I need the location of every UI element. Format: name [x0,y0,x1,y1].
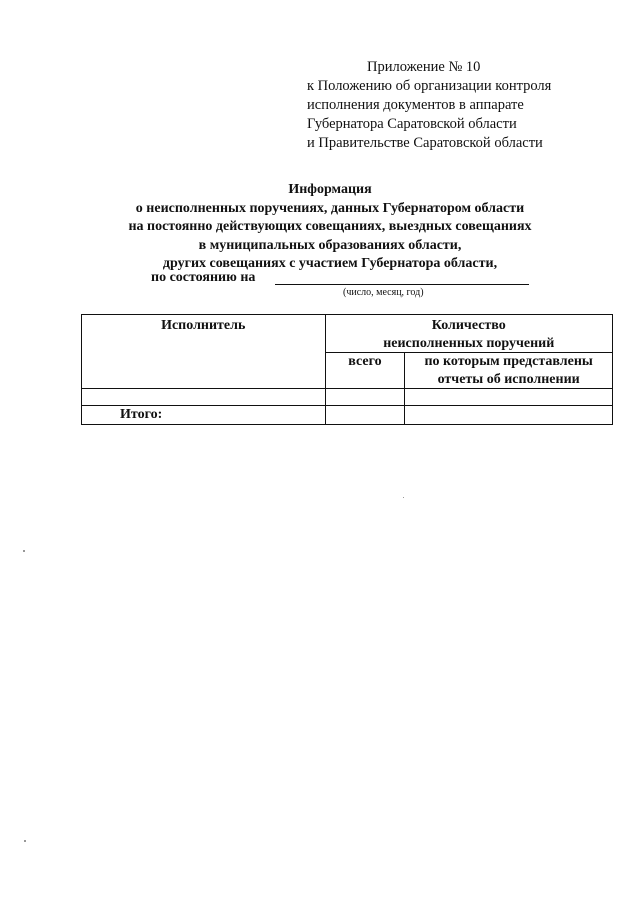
title-heading: Информация [288,182,372,197]
appendix-line-4: и Правительстве Саратовской области [307,135,543,151]
title-line-2: на постоянно действующих совещаниях, выездных совещаниях [128,219,532,234]
header-count-line-1: Количество [431,318,506,333]
scan-speck [24,840,26,842]
date-blank-line [275,284,529,285]
cell-reported [405,389,613,406]
title-line-4: других совещаниях с участием Губернатора области, [162,256,498,271]
title-line-1: о неисполненных поручениях, данных Губернатором области [135,200,525,216]
date-hint: (число, месяц, год) [343,287,424,298]
cell-total [325,389,405,406]
appendix-number: Приложение № 10 [367,59,481,75]
total-label: Итого: [82,406,326,425]
appendix-line-3: Губернатора Саратовской области [307,116,517,132]
cell-executor [82,389,326,406]
appendix-line-1: к Положению об организации контроля [307,78,552,94]
header-count-line-2: неисполненных поручений [383,335,555,351]
title-line-3: в муниципальных образованиях области, [198,237,462,253]
document-title [0,181,640,274]
appendix-line-2: исполнения документов в аппарате [307,97,524,113]
date-label: по состоянию на [151,270,256,285]
scan-speck [403,497,404,498]
header-total: всего [325,353,405,389]
table-row [82,389,613,406]
table-header-row [82,315,613,353]
total-cell-reported [405,406,613,425]
header-reported-line-1: по которым представлены [424,354,593,369]
header-count [325,315,613,353]
total-cell-total [325,406,405,425]
scan-speck [23,550,25,552]
header-reported-line-2: отчеты об исполнении [437,371,580,387]
header-executor: Исполнитель [82,315,326,389]
report-table [81,314,613,425]
header-reported [405,353,613,389]
table-total-row [82,406,613,425]
